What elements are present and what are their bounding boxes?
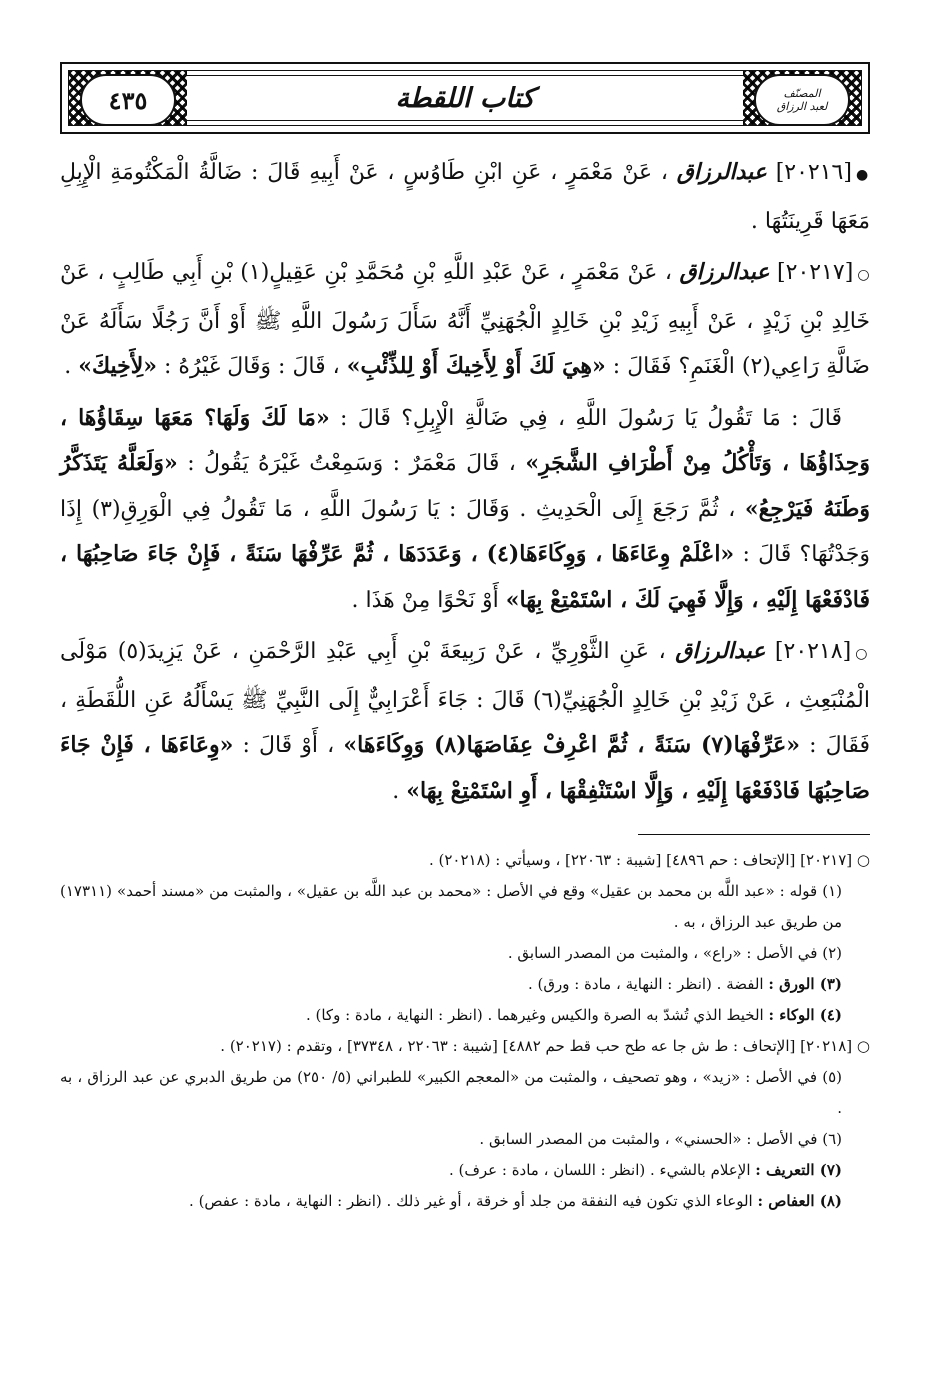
entry-number: [٢٠٢١٦] — [775, 160, 852, 185]
footnote-text: الإعلام بالشيء . (انظر : اللسان ، مادة : عرف) . — [448, 1161, 751, 1179]
footnote-text: الفضة . (انظر : النهاية ، مادة : ورق) . — [527, 975, 764, 993]
entry-text: . — [64, 354, 72, 379]
hadith-entry — [60, 629, 870, 814]
entry-number: [٢٠٢١٧] — [777, 260, 854, 285]
prophetic-quote: «لِأَخِيكَ» — [78, 353, 158, 379]
entry-text: قَالَ : مَا تَقُولُ يَا رَسُولَ اللَّهِ ، فِي ضَالَّةِ الْإِبِلِ؟ قَالَ : — [340, 405, 843, 431]
entry-source: عبدالرزاق — [675, 638, 766, 664]
chapter-title: كتاب اللقطة — [395, 82, 535, 114]
page — [60, 62, 870, 1217]
footnote-reference: ○ [٢٠٢١٨] [الإتحاف : ط ش جا عه طح حب قط حم ٤٨٨٢] [شيبة : ٢٢٠٦٣ ، ٣٧٣٤٨] ، وتقدم : (٢٠٢١٧) . — [220, 1037, 870, 1055]
entry-text: ، أَوْ قَالَ : — [242, 733, 335, 758]
entry-marker: ○ — [857, 267, 871, 283]
footnote — [60, 969, 870, 1000]
footnote-divider — [638, 834, 870, 835]
entry-text: ، عَنِ الثَّوْرِيِّ ، عَنْ رَبِيعَةَ بْنِ أَبِي عَبْدِ الرَّحْمَنِ ، عَنْ يَزِيدَ(٥) مَوْلَى الْمُنْبَعِثِ ، عَنْ زَيْدِ بْنِ خَالِدٍ الْجُهَنِيِّ(٦) قَالَ : جَاءَ أَعْرَابِيٌّ إِلَى النَّبِيِّ ﷺ يَسْأَلُهُ عَنِ اللُّقَطَةِ ، فَقَالَ : — [60, 639, 870, 758]
entry-marker: ○ — [855, 646, 870, 662]
page-number-medallion — [80, 74, 176, 126]
hadith-continuation — [60, 396, 870, 624]
footnote-term: (٣) الورق : — [768, 975, 842, 993]
main-text — [60, 150, 870, 814]
hadith-entry — [60, 250, 870, 390]
prophetic-quote: «هِيَ لَكَ أَوْ لِأَخِيكَ أَوْ لِلذِّئْبِ» — [346, 353, 606, 379]
prophetic-quote: «وِعَاءَهَا ، فَإِنْ جَاءَ صَاحِبُهَا فَادْفَعْهَا إِلَيْهِ ، وَإِلَّا اسْتَنْفِقْهَا ، أَوِ اسْتَمْتِعْ بِهَا» — [60, 732, 870, 804]
prophetic-quote: «عَرِّفْهَا(٧) سَنَةً ، ثُمَّ اعْرِفْ عِفَاصَهَا(٨) وَوِكَاءَهَا» — [343, 732, 800, 758]
header-title-band — [187, 75, 743, 121]
footnote-term: (٨) العفاص : — [757, 1192, 842, 1210]
footnote: (٢) في الأصل : «راع» ، والمثبت من المصدر السابق . — [507, 944, 842, 962]
entry-source: عبدالرزاق — [679, 259, 770, 285]
entry-text: أَوْ نَحْوًا مِنْ هَذَا . — [351, 587, 499, 613]
footnote-text: الوعاء الذي تكون فيه النفقة من جلد أو خرقة ، أو غير ذلك . (انظر : النهاية ، مادة : عفص) . — [189, 1192, 753, 1210]
entry-text: . — [392, 778, 400, 804]
footnote-text: الخيط الذي تُشدّ به الصرة والكيس وغيرهما . (انظر : النهاية ، مادة : وكا) . — [305, 1006, 764, 1024]
entry-text: ، عَنْ مَعْمَرٍ ، عَنْ عَبْدِ اللَّهِ بْنِ مُحَمَّدِ بْنِ عَقِيلٍ(١) بْنِ أَبِي طَالِبٍ ، عَنْ خَالِدِ بْنِ زَيْدٍ ، عَنْ أَبِيهِ زَيْدِ بْنِ خَالِدٍ الْجُهَنِيِّ أَنَّهُ سَأَلَ رَسُولَ اللَّهِ ﷺ أَوْ أَنَّ رَجُلًا سَأَلَهُ عَنْ ضَالَّةِ رَاعِي(٢) الْغَنَمِ؟ فَقَالَ : — [60, 260, 870, 379]
footnote: (٦) في الأصل : «الحسني» ، والمثبت من المصدر السابق . — [479, 1130, 842, 1148]
prophetic-quote: «مَا لَكَ وَلَهَا؟ مَعَهَا سِقَاؤُهَا ، وَحِذَاؤُهَا ، وَتَأْكُلُ مِنْ أَطْرَافِ الشَّجَرِ» — [60, 404, 870, 476]
logo-line-1: المصنّف — [783, 87, 821, 100]
entry-text: ، قَالَ مَعْمَرٌ : وَسَمِعْتُ غَيْرَهُ يَقُولُ : — [187, 451, 516, 476]
prophetic-quote: «اعْلَمْ وِعَاءَهَا ، وَوِكَاءَهَا(٤) ، وَعَدَدَهَا ، ثُمَّ عَرِّفْهَا سَنَةً ، فَإِنْ جَاءَ صَاحِبُهَا ، فَادْفَعْهَا إِلَيْهِ ، وَإِلَّا فَهِيَ لَكَ ، اسْتَمْتِعْ بِهَا» — [60, 541, 870, 613]
footnote — [60, 1155, 870, 1186]
entry-text: ، قَالَ : وَقَالَ غَيْرُهُ : — [164, 354, 340, 379]
footnote — [60, 1000, 870, 1031]
prophetic-quote: «وَلَعَلَّهُ يَتَذَكَّرُ وَطَنَهُ فَيَرْجِعُ» — [60, 450, 870, 522]
footnote: (٥) في الأصل : «زيد» ، وهو تصحيف ، والمثبت من «المعجم الكبير» للطبراني (٥/ ٢٥٠) من طريق الدبري عن عبد الرزاق ، به . — [60, 1068, 843, 1117]
book-logo — [754, 74, 850, 126]
footnote: (١) قوله : «عبد اللَّه بن محمد بن عقيل» وقع في الأصل : «محمد بن عبد اللَّه بن عقيل» ، والمثبت من «مسند أحمد» (١٧٣١١) من طريق عبد الرزاق ، به . — [60, 882, 842, 931]
entry-marker: ● — [855, 167, 870, 183]
hadith-entry — [60, 150, 870, 244]
entry-text: ، عَنْ مَعْمَرٍ ، عَنِ ابْنِ طَاوُسٍ ، عَنْ أَبِيهِ قَالَ : ضَالَّةُ الْمَكْتُومَةِ الْإِبِلِ مَعَهَا قَرِينَتُهَا . — [60, 160, 870, 234]
page-number: ٤٣٥ — [108, 85, 148, 115]
page-header — [60, 62, 870, 134]
logo-line-2: لعبد الرزاق — [776, 100, 828, 113]
header-frame — [68, 70, 862, 126]
entry-number: [٢٠٢١٨] — [774, 639, 852, 664]
footnote-term: (٤) الوكاء : — [768, 1006, 842, 1024]
footnote-term: (٧) التعريف : — [755, 1161, 842, 1179]
entry-source: عبدالرزاق — [676, 159, 767, 185]
footnotes — [60, 845, 870, 1217]
footnote-reference: ○ [٢٠٢١٧] [الإتحاف : حم ٤٨٩٦] [شيبة : ٢٢٠٦٣] ، وسيأتي : (٢٠٢١٨) . — [428, 851, 870, 869]
footnote — [60, 1186, 870, 1217]
entry-text: ، ثُمَّ رَجَعَ إِلَى الْحَدِيثِ . وَقَالَ : يَا رَسُولَ اللَّهِ ، مَا تَقُولُ فِي الْوَرِقِ(٣) إِذَا وَجَدْتُهَا؟ قَالَ : — [60, 496, 870, 567]
